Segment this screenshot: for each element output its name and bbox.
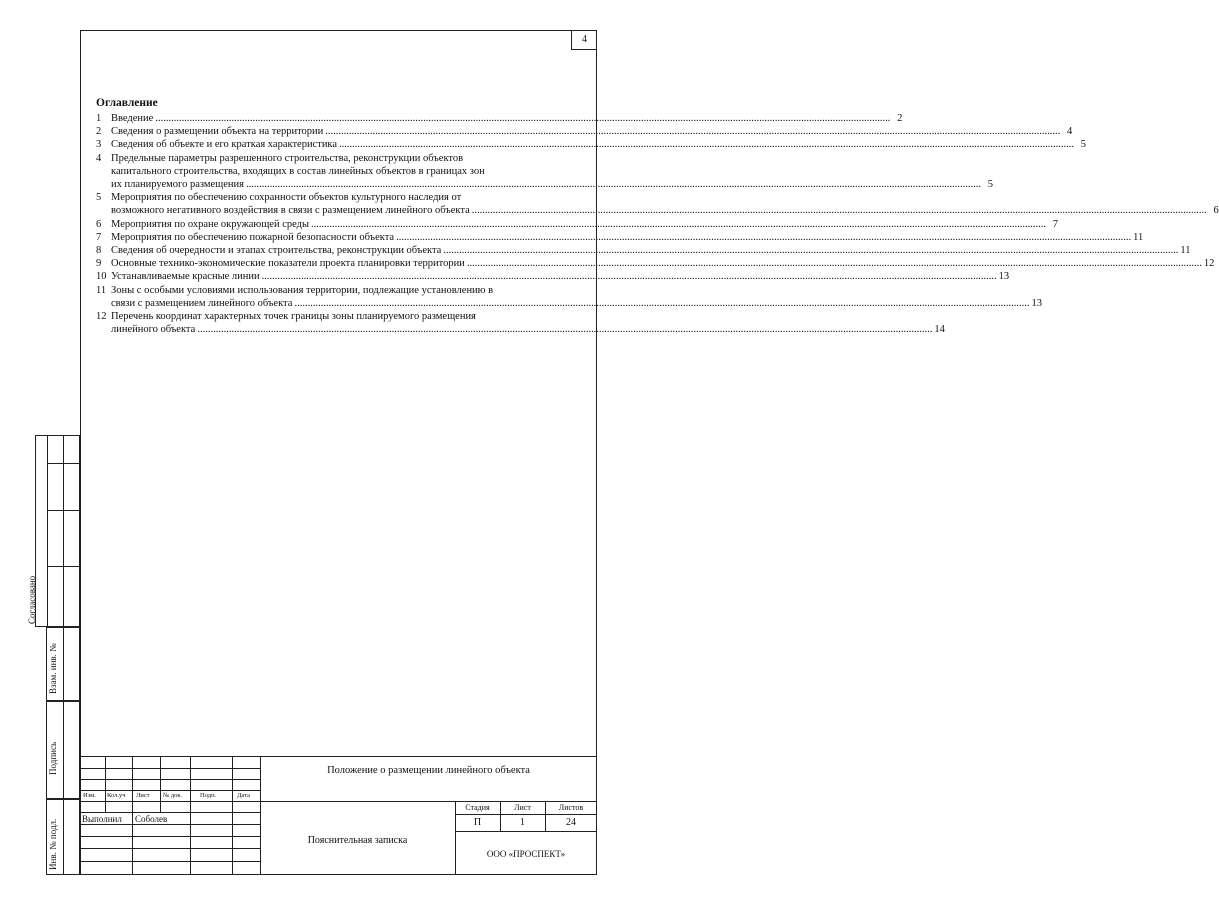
toc-item-text: Зоны с особыми условиями использования территории, подлежащие установлению в <box>111 284 494 296</box>
toc-leader-dots <box>262 270 997 283</box>
toc-item-number: 9 <box>96 258 102 270</box>
toc-leader-dots <box>246 178 981 191</box>
inv-replace-label: Взам. инв. № <box>48 643 58 694</box>
signature-label: Подпись <box>48 741 58 775</box>
toc-item-page: 4 <box>1067 126 1073 138</box>
col-izm: Изм. <box>83 792 96 799</box>
toc-item-number: 12 <box>96 311 107 323</box>
toc-item-number: 4 <box>96 152 102 164</box>
toc-list <box>96 112 1219 336</box>
toc-item-text: капитального строительства, входящих в состав линейных объектов в границах зон <box>111 165 485 177</box>
sheet-header: Лист <box>514 803 531 812</box>
company-name: ООО «ПРОСПЕКТ» <box>486 849 566 859</box>
toc-leader-dots <box>396 231 1131 244</box>
toc-leader-dots <box>325 125 1060 138</box>
toc-item-number: 10 <box>96 271 107 283</box>
toc-item <box>96 257 1215 270</box>
toc-item-text: Предельные параметры разрешенного строительства, реконструкции объектов <box>111 152 464 164</box>
toc-item <box>96 138 1087 151</box>
approved-label: Согласовано <box>27 575 37 624</box>
toc-leader-dots <box>339 138 1074 151</box>
toc-item-page: 13 <box>1031 297 1042 309</box>
toc-item-text: их планируемого размещения <box>111 179 244 191</box>
toc-leader-dots <box>443 244 1178 257</box>
toc-item-number: 2 <box>96 126 102 138</box>
title-block <box>80 756 597 875</box>
toc-item <box>96 310 945 336</box>
toc-item-page: 14 <box>934 324 945 336</box>
col-list: Лист <box>136 792 150 799</box>
toc-item-page: 5 <box>987 179 993 191</box>
toc-item-text: Мероприятия по обеспечению пожарной безопасности объекта <box>111 231 395 243</box>
performed-label: Выполнил <box>82 814 122 824</box>
toc-item-text: Мероприятия по обеспечению сохранности объектов культурного наследия от <box>111 192 462 204</box>
toc-item <box>96 284 1042 310</box>
toc-item-number: 1 <box>96 113 102 124</box>
toc-item-text: Введение <box>111 113 154 124</box>
toc-item <box>96 191 1219 217</box>
col-kolvo: Кол.уч <box>107 792 126 799</box>
toc-item <box>96 152 993 192</box>
toc-item-text: Устанавливаемые красные линии <box>111 271 260 283</box>
toc-item-number: 3 <box>96 139 102 151</box>
sheet-value: 1 <box>520 817 525 828</box>
col-date: Дата <box>237 792 250 799</box>
document-type: Пояснительная записка <box>307 835 408 846</box>
toc-item-page: 13 <box>998 271 1010 283</box>
toc-item-text: Основные технико-экономические показатели проекта планировки территории <box>111 258 465 270</box>
toc-item <box>96 112 903 125</box>
sheets-header: Листов <box>558 803 584 812</box>
toc-leader-dots <box>472 204 1207 217</box>
toc-item-page: 7 <box>1052 218 1059 230</box>
toc-item <box>96 125 1073 138</box>
toc-item <box>96 244 1191 257</box>
toc-item-page: 6 <box>1213 205 1219 217</box>
document-title: Положение о размещении линейного объекта <box>327 765 530 776</box>
inv-orig-label: Инв. № подл. <box>48 818 58 870</box>
toc-item-text: возможного негативного воздействия в связи с размещением линейного объекта <box>111 205 470 217</box>
toc-item <box>96 231 1144 244</box>
col-sign: Подп. <box>200 792 217 799</box>
stage-header: Стадия <box>465 803 490 812</box>
page-number: 4 <box>571 30 597 50</box>
toc-item-number: 6 <box>96 218 102 230</box>
toc-item-page: 5 <box>1080 139 1087 151</box>
toc-item-page: 12 <box>1203 258 1215 270</box>
toc-item-text: Сведения об очередности и этапах строительства, реконструкции объекта <box>111 245 442 257</box>
toc-item-number: 7 <box>96 231 102 243</box>
toc-item-number: 11 <box>96 284 107 296</box>
toc-item <box>96 270 1010 283</box>
toc-item-text: Сведения о размещении объекта на территории <box>111 126 324 138</box>
stage-value: П <box>473 817 482 828</box>
sheets-value: 24 <box>566 817 576 828</box>
toc-leader-dots <box>197 323 932 336</box>
toc-item-page: 11 <box>1133 231 1144 243</box>
toc-item-text: линейного объекта <box>111 324 196 336</box>
toc-leader-dots <box>155 112 890 125</box>
toc-item-number: 5 <box>96 192 102 204</box>
toc-leader-dots <box>311 218 1046 231</box>
toc-item <box>96 218 1059 231</box>
toc-item-text: Мероприятия по охране окружающей среды <box>111 218 310 230</box>
toc-item-text: связи с размещением линейного объекта <box>111 297 293 309</box>
toc-leader-dots <box>294 297 1029 310</box>
col-doc: № док. <box>163 792 183 799</box>
performer-name: Соболев <box>135 814 168 824</box>
toc-item-page: 2 <box>897 113 903 124</box>
toc-item-text: Сведения об объекте и его краткая характеристика <box>111 139 338 151</box>
toc-leader-dots <box>467 257 1202 270</box>
table-of-contents <box>96 97 1219 336</box>
toc-item-text: Перечень координат характерных точек границы зоны планируемого размещения <box>111 311 476 323</box>
toc-item-number: 8 <box>96 245 102 257</box>
toc-title: Оглавление <box>96 97 158 109</box>
toc-item-page: 11 <box>1180 245 1191 257</box>
